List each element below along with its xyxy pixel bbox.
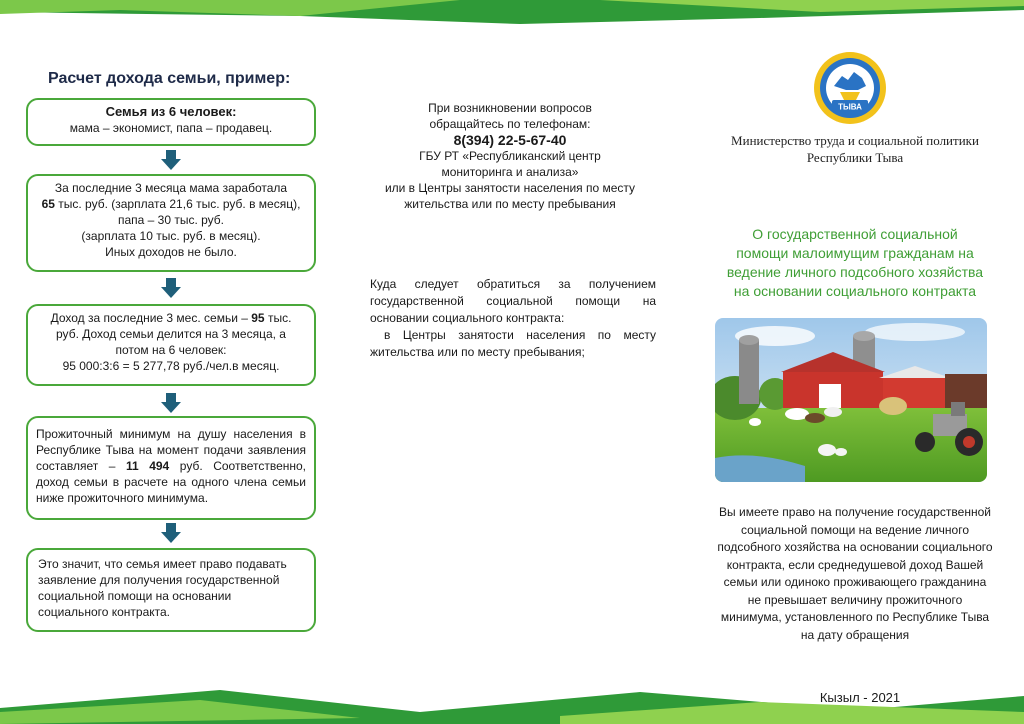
- income-line-3: папа – 30 тыс. руб.: [117, 213, 225, 227]
- total-line-2: руб. Доход семьи делится на 3 месяца, а: [56, 327, 286, 341]
- eligibility-line-2: социальной помощи на ведение личного: [741, 522, 969, 537]
- income-line-4: (зарплата 10 тыс. руб. в месяц).: [81, 229, 261, 243]
- family-title: Семья из 6 человек:: [105, 104, 237, 119]
- title-line-4: на основании социального контракта: [733, 283, 977, 299]
- contact-block: [370, 100, 650, 212]
- top-decorative-band: [0, 0, 1024, 30]
- eligibility-line-5: семьи или одиноко проживающего гражданина: [723, 575, 987, 589]
- down-arrow-icon: [161, 150, 181, 170]
- income-line-2-rest: тыс. руб. (зарплата 21,6 тыс. руб. в месяц),: [54, 197, 301, 211]
- income-line-2: [36, 196, 306, 212]
- income-line-1: За последние 3 месяца мама заработала: [54, 181, 288, 195]
- where-to-apply-block: [370, 276, 656, 361]
- ministry-line-1: Министерство труда и социальной политики: [731, 133, 979, 148]
- subsistence-post: руб. Соответственно, доход семьи в расчете на одного члена семьи ниже прожиточного минимума.: [36, 459, 307, 505]
- eligibility-line-1: Вы имеете право на получение государственной: [719, 505, 991, 519]
- org-line-3: или в Центры занятости населения по месту: [384, 181, 636, 195]
- contact-line-1: При возникновении вопросов: [428, 101, 592, 115]
- subsistence-amount: 11 494: [125, 459, 170, 473]
- org-line-4: жительства или по месту пребывания: [404, 197, 616, 211]
- brochure-title: [705, 225, 1005, 301]
- org-line-2: мониторинга и анализа»: [441, 165, 579, 179]
- eligibility-line-3: подсобного хозяйства на основании социального: [717, 540, 993, 554]
- down-arrow-icon: [161, 523, 181, 543]
- total-amount: 95: [251, 311, 265, 325]
- eligibility-line-6: не превышает величину прожиточного: [747, 592, 963, 607]
- total-line-1: [36, 310, 306, 326]
- title-line-1: О государственной социальной: [752, 226, 958, 242]
- down-arrow-icon: [161, 278, 181, 298]
- ministry-name: [705, 132, 1005, 166]
- income-line-5: Иных доходов не было.: [105, 245, 237, 259]
- title-line-3: ведение личного подсобного хозяйства: [726, 264, 984, 280]
- eligibility-line-7: минимума, установленного по Республике Тыва: [720, 610, 990, 624]
- family-box: [26, 98, 316, 146]
- eligibility-line-4: контракта, если среднедушевой доход Вашей: [726, 557, 984, 572]
- eligibility-line-8: на дату обращения: [800, 627, 910, 642]
- down-arrow-icon: [161, 393, 181, 413]
- total-income-box: [26, 304, 316, 386]
- bottom-decorative-band: [0, 682, 1024, 724]
- where-item: в Центры занятости населения по месту жительства или по месту пребывания;: [370, 328, 656, 359]
- total-line-1-post: тыс.: [264, 311, 292, 325]
- emblem-label: ТЫВА: [838, 102, 862, 112]
- ministry-line-2: Республики Тыва: [806, 150, 904, 165]
- conclusion-box: [26, 548, 316, 632]
- income-mother-amount: 65: [41, 197, 55, 211]
- phone-number: 8(394) 22-5-67-40: [453, 132, 567, 148]
- family-members: мама – экономист, папа – продавец.: [69, 121, 273, 135]
- subsistence-box: [26, 416, 316, 520]
- farm-photo: [715, 318, 987, 482]
- where-text: Куда следует обратиться за получением государственной социальной помощи на основании социального контракта:: [370, 277, 656, 325]
- conclusion-text: Это значит, что семья имеет право подавать заявление для получения государственной социальной помощи на основании социального контракта.: [38, 557, 287, 619]
- income-box: [26, 174, 316, 272]
- city-year: Кызыл - 2021: [819, 690, 901, 705]
- title-line-2: помощи малоимущим гражданам на: [736, 245, 974, 261]
- total-line-3: потом на 6 человек:: [115, 343, 227, 357]
- total-line-4: 95 000:3:6 = 5 277,78 руб./чел.в месяц.: [62, 359, 280, 373]
- calc-heading: Расчет дохода семьи, пример:: [48, 70, 291, 87]
- total-line-1-pre: Доход за последние 3 мес. семьи –: [50, 311, 252, 325]
- org-line-1: ГБУ РТ «Республиканский центр: [419, 149, 601, 163]
- contact-line-2: обращайтесь по телефонам:: [429, 117, 591, 131]
- tuva-emblem-icon: [812, 50, 888, 126]
- subsistence-pre: Прожиточный минимум на душу населения в Республике Тыва на момент подачи заявления составляет –: [36, 427, 306, 473]
- eligibility-text: [710, 504, 1000, 644]
